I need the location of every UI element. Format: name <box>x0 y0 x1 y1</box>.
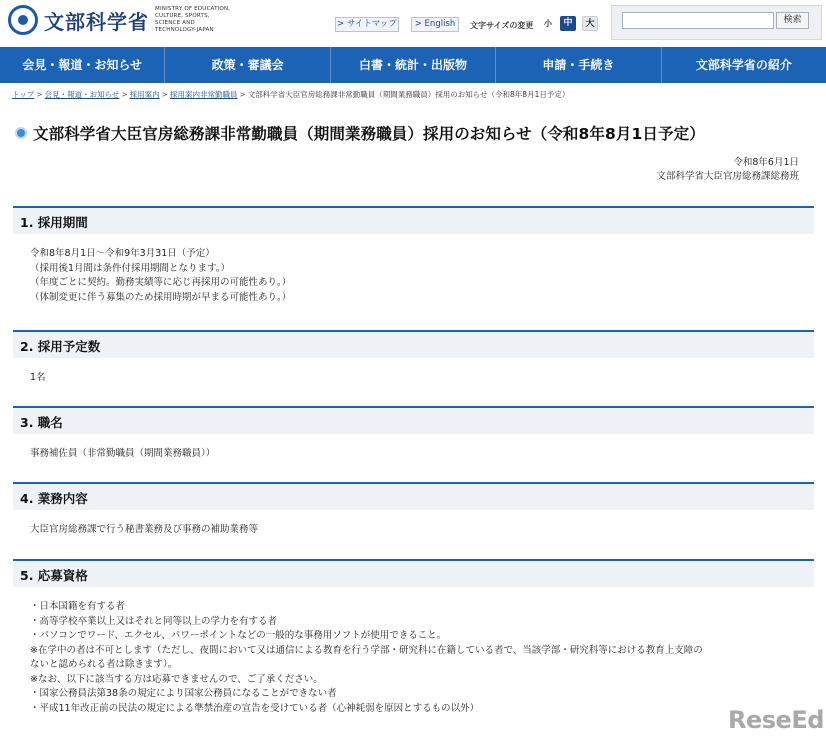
nav-item-press[interactable]: 会見・報道・お知らせ <box>0 47 165 83</box>
section-heading-duties: 4. 業務内容 <box>13 482 814 510</box>
publish-date: 令和8年6月1日 <box>733 157 799 168</box>
breadcrumb-separator: > <box>36 90 43 99</box>
section-body-count: 1名 <box>30 372 46 383</box>
breadcrumb-separator: > <box>239 90 246 99</box>
nav-item-about[interactable]: 文部科学省の紹介 <box>695 58 792 72</box>
list-item: ・国家公務員法第38条の規定により国家公務員になることができない者 <box>30 688 337 699</box>
font-size-medium-button[interactable]: 中 <box>560 16 576 31</box>
font-size-small-button[interactable]: 小 <box>544 19 552 28</box>
sitemap-link[interactable]: > サイトマップ <box>335 17 399 32</box>
watermark-logo: ReseEd <box>728 706 824 734</box>
logo-english-text: MINISTRY OF EDUCATION, CULTURE, SPORTS, SCIENCE AND TECHNOLOGY-JAPAN <box>155 6 231 33</box>
logo-text: 文部科学省 <box>44 9 149 34</box>
breadcrumb-separator: > <box>161 90 168 99</box>
section-heading-count: 2. 採用予定数 <box>13 330 814 358</box>
list-item: ・日本国籍を有する者 <box>30 601 126 612</box>
search-box <box>611 5 822 40</box>
nav-item-applications[interactable]: 申請・手続き <box>496 47 661 83</box>
search-input[interactable] <box>622 12 774 29</box>
section-body-qualifications <box>30 600 703 716</box>
nav-item-publications[interactable]: 白書・統計・出版物 <box>331 47 496 83</box>
section-body-period: 令和8年8月1日～令和9年3月31日（予定） （採用後1月間は条件付採用期間となります。） （年度ごとに契約。勤務実績等に応じ再採用の可能性あり。） （体制変更に伴う募集のため採用時期が早まる可能性あり。） <box>30 248 292 303</box>
site-logo[interactable] <box>8 5 233 35</box>
section-body-position: 事務補佐員（非常勤職員（期間業務職員）） <box>30 448 216 459</box>
breadcrumb-link-top[interactable]: トップ <box>12 90 35 99</box>
list-item: ないと認められる者は除きます）。 <box>30 659 178 670</box>
page-title: 文部科学省大臣官房総務課非常勤職員（期間業務職員）採用のお知らせ（令和8年8月1日予定） <box>33 125 705 143</box>
english-link[interactable]: > English <box>411 17 459 32</box>
search-button[interactable]: 検索 <box>776 12 809 29</box>
breadcrumb <box>12 89 569 100</box>
list-item: ※なお、以下に該当する方は応募できませんので、ご了承ください。 <box>30 673 323 685</box>
nav-item-policy[interactable]: 政策・審議会 <box>165 47 330 83</box>
section-heading-position: 3. 職名 <box>13 406 814 434</box>
title-bullet-icon <box>15 127 27 139</box>
list-item: ・パソコンでワード、エクセル、パワーポイントなどの一般的な事務用ソフトが使用できること。 <box>30 630 447 641</box>
section-heading-period: 1. 採用期間 <box>13 206 814 234</box>
breadcrumb-separator: > <box>121 90 128 99</box>
font-size-label: 文字サイズの変更 <box>470 21 534 30</box>
issuer: 文部科学省大臣官房総務課総務班 <box>656 171 799 182</box>
section-heading-qualifications: 5. 応募資格 <box>13 559 814 587</box>
breadcrumb-link-press[interactable]: 会見・報道・お知らせ <box>44 90 120 99</box>
logo-mark-icon <box>8 5 38 35</box>
global-nav <box>0 47 826 83</box>
list-item: ・高等学校卒業以上又はそれと同等以上の学力を有する者 <box>30 615 278 627</box>
breadcrumb-link-parttime[interactable]: 採用案内非常勤職員 <box>169 90 238 99</box>
font-size-large-button[interactable]: 大 <box>582 16 598 31</box>
section-body-duties: 大臣官房総務課で行う秘書業務及び事務の補助業務等 <box>30 524 259 535</box>
page-title-row <box>15 122 705 144</box>
site-header <box>0 0 826 46</box>
breadcrumb-current: 文部科学省大臣官房総務課非常勤職員（期間業務職員）採用のお知らせ（令和8年8月1日予定） <box>247 90 570 99</box>
breadcrumb-link-recruit[interactable]: 採用案内 <box>129 90 160 99</box>
list-item: ・平成11年改正前の民法の規定による準禁治産の宣告を受けている者（心神耗弱を原因とするもの以外） <box>30 702 480 714</box>
list-item: ※在学中の者は不可とします（ただし、夜間において又は通信による教育を行う学部・研究科に在籍している者で、当該学部・研究科等における教育上支障の <box>30 644 703 656</box>
